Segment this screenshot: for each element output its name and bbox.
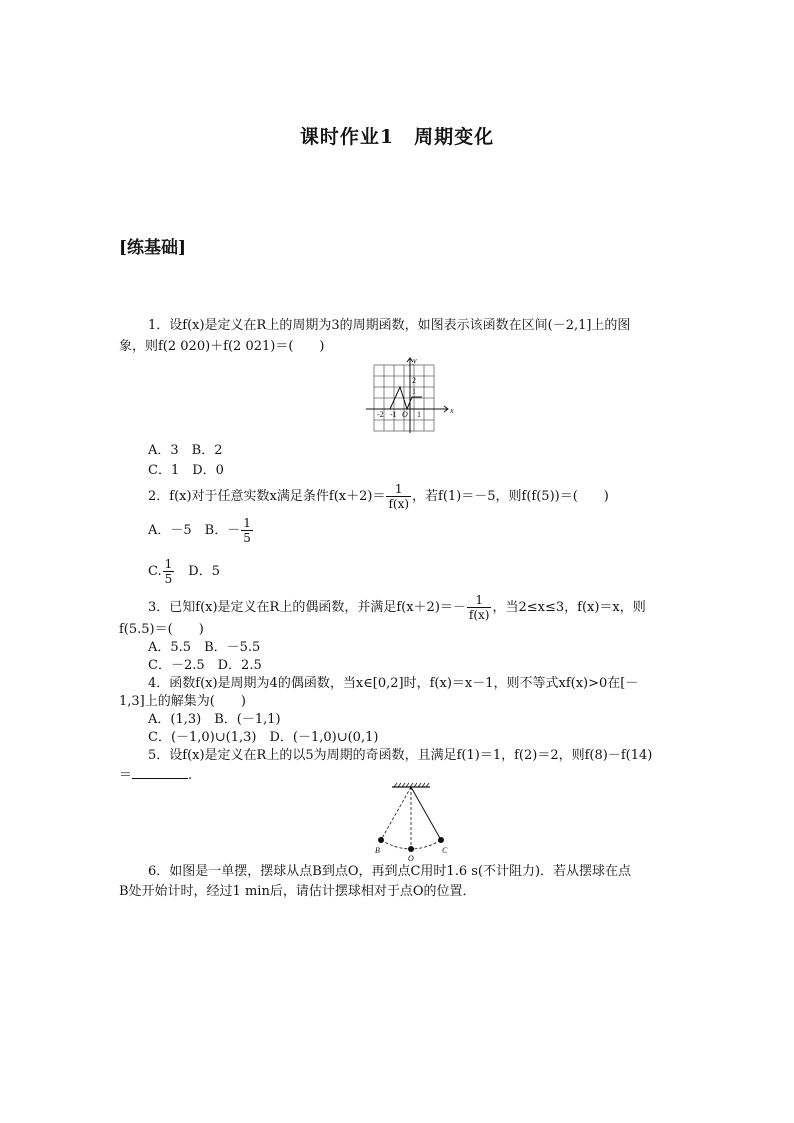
q3-options-ab: A．5.5 B．－5.5 <box>148 640 261 655</box>
q3-frac-num: 1 <box>475 593 484 607</box>
pendulum-string-b <box>381 787 411 840</box>
q4-line1: 4．函数f(x)是周期为4的偶函数，当x∈[0,2]时，f(x)＝x－1，则不等式xf(x)>0在[－ <box>148 676 639 691</box>
x-axis-label: x <box>450 406 454 415</box>
q4-options-ab: A．(1,3) B．(－1,1) <box>148 712 281 727</box>
point-label-o: O <box>408 854 414 862</box>
y-axis-label: y <box>413 356 417 365</box>
q6-line1: 6．如图是一单摆，摆球从点B到点O，再到点C用时1.6 s(不计阻力)．若从摆球在点 <box>148 864 632 879</box>
ball-c <box>438 837 444 843</box>
q5-line2 <box>119 766 192 785</box>
q2-text-before: 2．f(x)对于任意实数x满足条件f(x＋2)＝ <box>148 489 386 504</box>
q5-equals: ＝ <box>119 768 133 783</box>
q2-optb-fraction <box>241 516 253 545</box>
q3-options-cd: C．－2.5 D．2.5 <box>148 658 262 673</box>
q4-options-cd: C．(－1,0)∪(1,3) D．(－1,0)∪(0,1) <box>148 730 379 745</box>
page-title: 课时作业1 周期变化 <box>299 126 495 148</box>
q3-fraction <box>467 593 492 622</box>
pendulum-figure <box>362 782 462 862</box>
point-label-c: C <box>442 846 448 855</box>
q1-options-ab: A．3 B．2 <box>148 443 223 458</box>
q5-period: . <box>188 768 193 783</box>
q2-optc-fraction <box>163 557 175 586</box>
q2-opt-a-b: A．－5 B．－ <box>148 523 241 538</box>
origin-label: O <box>402 410 408 419</box>
q2-line1 <box>148 482 609 511</box>
ball-b <box>378 837 384 843</box>
q2-fraction <box>386 482 411 511</box>
q2-opt-d: D．5 <box>175 564 220 579</box>
q3-line2: f(5.5)＝( ) <box>119 622 204 637</box>
tick-label-neg1: -1 <box>390 410 397 419</box>
q1-options-cd: C．1 D．0 <box>148 463 224 478</box>
q2-text-after: ，若f(1)＝－5，则f(f(5))＝( ) <box>412 489 609 504</box>
q2-optc-num: 1 <box>164 557 173 571</box>
q1-line2: 象，则f(2 020)＋f(2 021)＝( ) <box>119 339 325 354</box>
graph-axes <box>366 358 448 433</box>
q2-frac-den: f(x) <box>388 497 410 511</box>
q1-line1: 1．设f(x)是定义在R上的周期为3的周期函数，如图表示该函数在区间(－2,1]上的图 <box>148 318 631 333</box>
ball-o <box>408 846 414 852</box>
q2-frac-num: 1 <box>394 482 403 496</box>
q3-frac-den: f(x) <box>468 608 490 622</box>
tick-label-x1: 1 <box>417 410 421 419</box>
q6-line2: B处开始计时，经过1 min后，请估计摆球相对于点O的位置． <box>119 884 476 899</box>
section-heading: [练基础] <box>119 238 187 258</box>
q3-line1 <box>148 593 646 622</box>
q3-text-after: ，当2≤x≤3，f(x)＝x，则 <box>492 600 646 615</box>
tick-label-1: 1 <box>412 387 416 396</box>
tick-label-neg2: -2 <box>377 410 384 419</box>
tick-label-2: 2 <box>412 376 416 385</box>
q2-opt-c-prefix: C. <box>148 564 162 579</box>
q4-line2: 1,3]上的解集为( ) <box>119 694 246 709</box>
q3-text-before: 3．已知f(x)是定义在R上的偶函数，并满足f(x＋2)＝－ <box>148 600 466 615</box>
point-label-b: B <box>375 846 380 855</box>
q1-function-graph <box>362 355 462 435</box>
q2-optb-num: 1 <box>243 516 251 530</box>
q2-options-cd <box>148 557 220 586</box>
q5-line1: 5．设f(x)是定义在R上的以5为周期的奇函数，且满足f(1)＝1，f(2)＝2，则f(8)－f(14) <box>148 748 653 763</box>
q5-answer-blank <box>132 766 188 779</box>
q2-optb-den: 5 <box>243 531 251 545</box>
pendulum-string-c <box>411 787 441 840</box>
q2-options-ab <box>148 516 254 545</box>
q2-optc-den: 5 <box>164 572 173 586</box>
